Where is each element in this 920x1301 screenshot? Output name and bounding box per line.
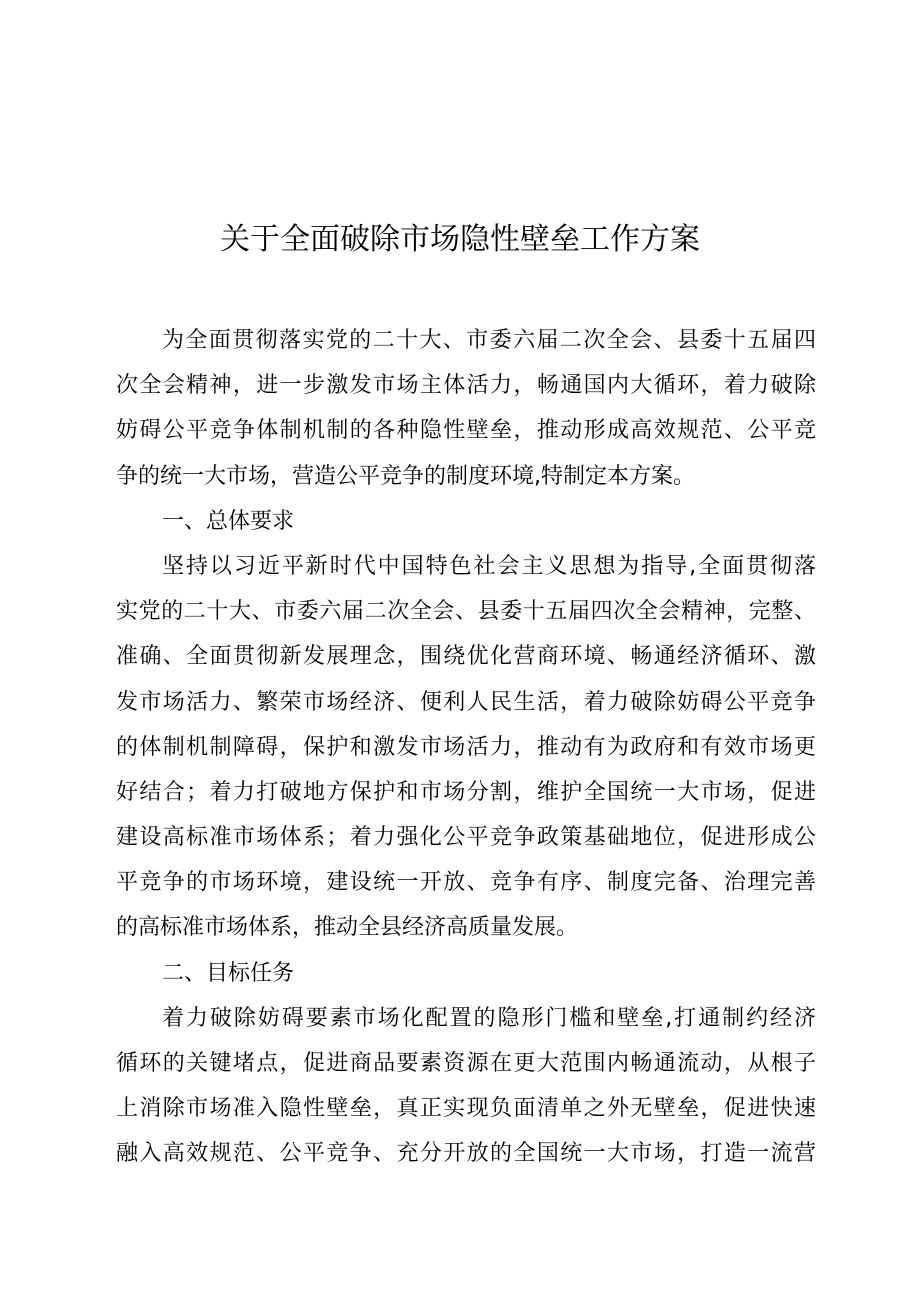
paragraph-line: 上消除市场准入隐性壁垒，真正实现负面清单之外无壁垒，促进快速 <box>116 1096 816 1122</box>
paragraph-line: 循环的关键堵点，促进商品要素资源在更大范围内畅通流动，从根子 <box>116 1051 816 1076</box>
paragraph-line: 融入高效规范、公平竞争、充分开放的全国统一大市场，打造一流营 <box>116 1141 816 1167</box>
section-heading-goals-tasks: 二、目标任务 <box>162 960 295 986</box>
paragraph-line: 着力破除妨碍要素市场化配置的隐形门槛和壁垒,打通制约经济 <box>162 1005 816 1031</box>
section1-paragraph <box>116 544 816 951</box>
paragraph-line: 次全会精神，进一步激发市场主体活力，畅通国内大循环，着力破除 <box>116 373 816 399</box>
paragraph-line: 平竞争的市场环境，建设统一开放、竞争有序、制度完备、治理完善 <box>116 870 816 896</box>
paragraph-line: 的体制机制障碍，保护和激发市场活力，推动有为政府和有效市场更 <box>116 734 816 760</box>
paragraph-line: 为全面贯彻落实党的二十大、市委六届二次全会、县委十五届四 <box>162 328 816 353</box>
paragraph-line: 妨碍公平竞争体制机制的各种隐性壁垒，推动形成高效规范、公平竞 <box>116 418 816 444</box>
paragraph-line: 的高标准市场体系，推动全县经济高质量发展。 <box>116 915 579 941</box>
paragraph-line: 好结合；着力打破地方保护和市场分割，维护全国统一大市场，促进 <box>116 779 816 805</box>
paragraph-line: 建设高标准市场体系；着力强化公平竞争政策基础地位，促进形成公 <box>116 825 816 851</box>
document-title: 关于全面破除市场隐性壁垒工作方案 <box>220 222 700 257</box>
paragraph-line: 发市场活力、繁荣市场经济、便利人民生活，着力破除妨碍公平竞争 <box>116 689 816 715</box>
section-heading-general-requirements: 一、总体要求 <box>162 508 295 534</box>
intro-paragraph <box>116 318 816 499</box>
paragraph-line: 争的统一大市场，营造公平竞争的制度环境,特制定本方案。 <box>116 463 695 489</box>
paragraph-line: 坚持以习近平新时代中国特色社会主义思想为指导,全面贯彻落 <box>162 553 816 579</box>
section2-paragraph <box>116 996 816 1177</box>
document-body <box>116 318 816 1177</box>
paragraph-line: 准确、全面贯彻新发展理念，围绕优化营商环境、畅通经济循环、激 <box>116 644 816 670</box>
paragraph-line: 实党的二十大、市委六届二次全会、县委十五届四次全会精神，完整、 <box>116 599 816 625</box>
